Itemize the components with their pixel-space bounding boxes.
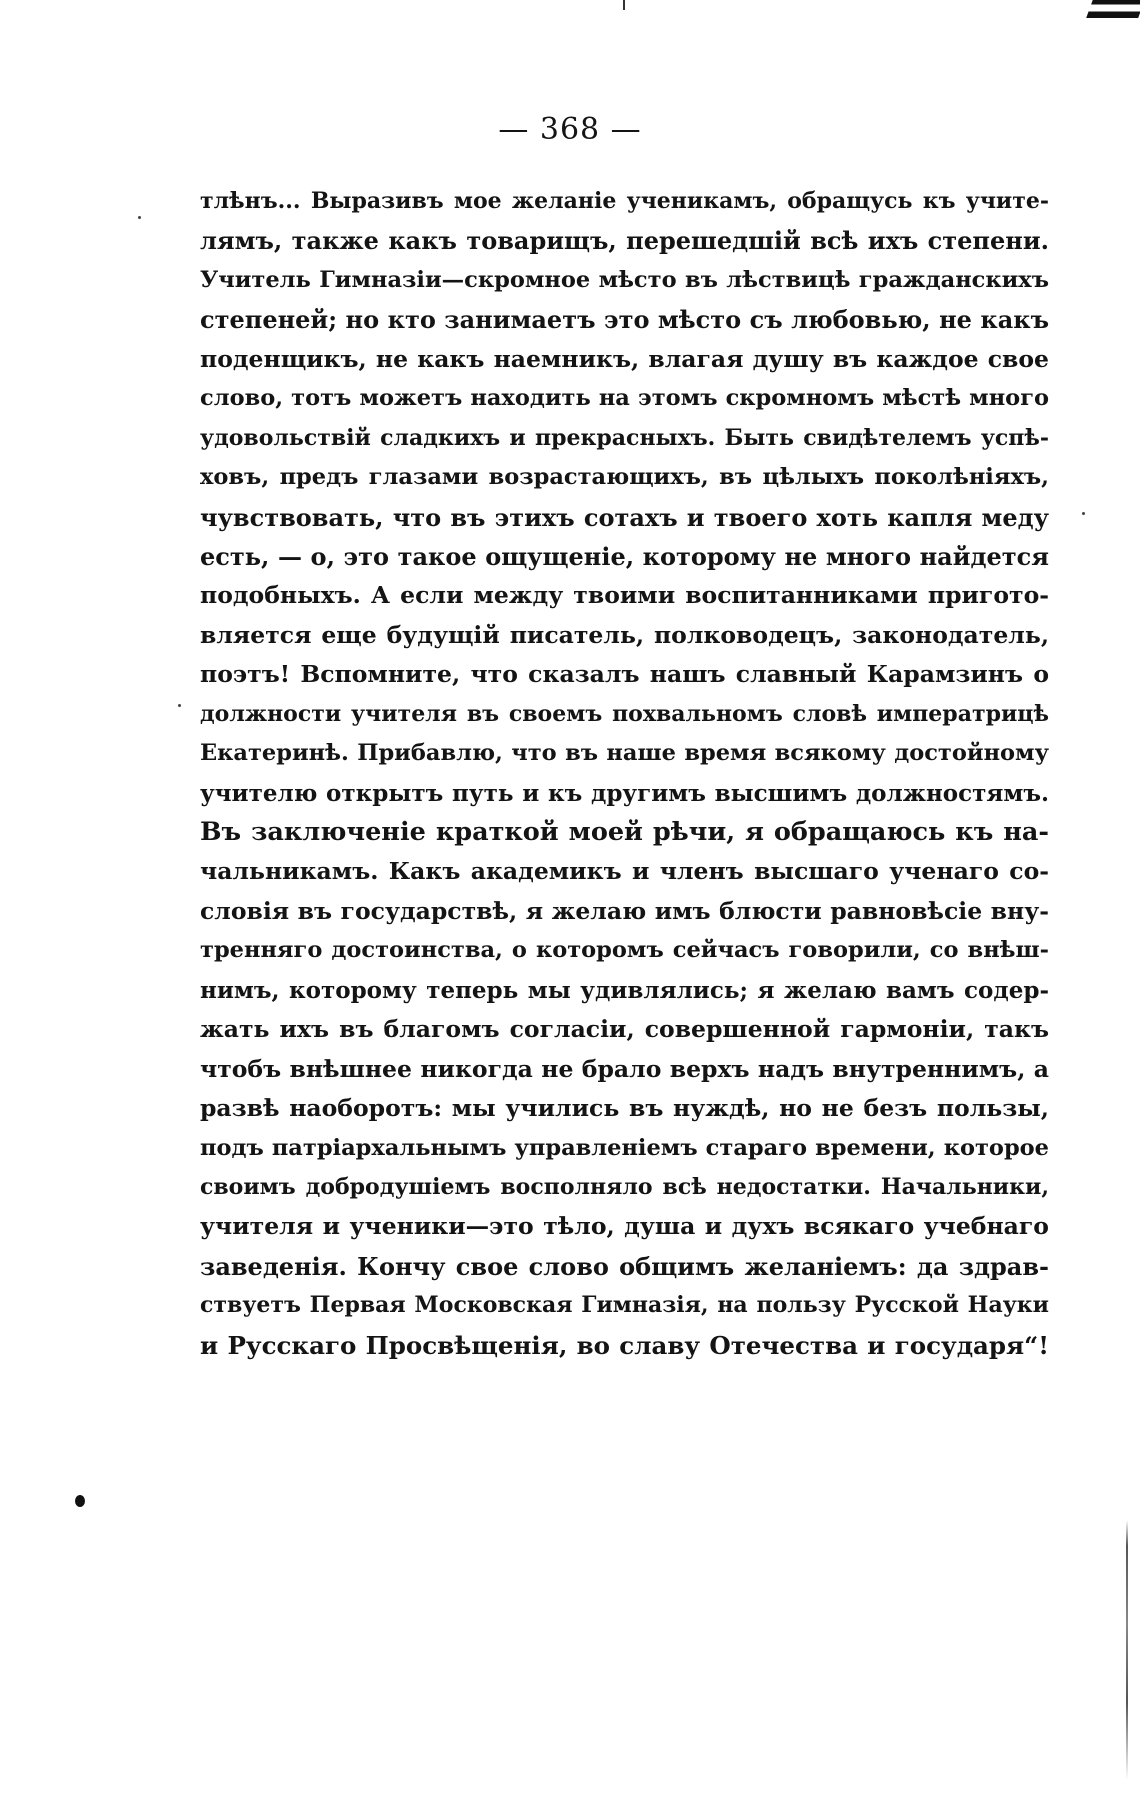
text-line: словія въ государствѣ, я желаю имъ блюсти равновѣсіе вну-: [200, 896, 1049, 925]
text-line: ствуетъ Первая Московская Гимназія, на пользу Русской Науки: [200, 1292, 1049, 1319]
text-line: чальникамъ. Какъ академикъ и членъ высшаго ученаго со-: [200, 857, 1049, 886]
text-line: нимъ, которому теперь мы удивлялись; я желаю вамъ содер-: [200, 976, 1049, 1004]
scan-edge-line: [1126, 1520, 1128, 1780]
text-line: степеней; но кто занимаетъ это мѣсто съ любовью, не какъ: [200, 305, 1049, 335]
text-line: вляется еще будущій писатель, полководецъ, законодатель,: [200, 620, 1049, 649]
text-line: подобныхъ. А если между твоими воспитанниками пригото-: [200, 581, 1049, 610]
text-line: поденщикъ, не какъ наемникъ, влагая душу въ каждое свое: [200, 344, 1049, 373]
text-line: тлѣнъ... Выразивъ мое желаніе ученикамъ, обращусь къ учите-: [200, 188, 1049, 214]
text-line: лямъ, также какъ товарищъ, перешедшій всѣ ихъ степени.: [200, 226, 1049, 256]
text-line: ховъ, предъ глазами возрастающихъ, въ цѣлыхъ поколѣніяхъ,: [200, 464, 1049, 491]
page-number: — 368 —: [498, 112, 642, 147]
text-line: и Русскаго Просвѣщенія, во славу Отечества и государя“!: [200, 1330, 1049, 1360]
scan-speck: [138, 216, 141, 219]
text-line: подъ патріархальнымъ управленіемъ стараго времени, которое: [200, 1134, 1049, 1161]
text-line: жать ихъ въ благомъ согласіи, совершенной гармоніи, такъ: [200, 1015, 1049, 1044]
text-line: Учитель Гимназіи—скромное мѣсто въ лѣствицѣ гражданскихъ: [200, 266, 1049, 293]
text-line: Въ заключеніе краткой моей рѣчи, я обращаюсь къ на-: [200, 817, 1049, 847]
text-line: удовольствій сладкихъ и прекрасныхъ. Быть свидѣтелемъ успѣ-: [200, 424, 1049, 451]
text-line: слово, тотъ можетъ находить на этомъ скромномъ мѣстѣ много: [200, 385, 1049, 412]
text-line: Екатеринѣ. Прибавлю, что въ наше время всякому достойному: [200, 740, 1049, 767]
text-line: есть, — о, это такое ощущеніе, которому не много найдется: [200, 541, 1049, 571]
text-line: чтобъ внѣшнее никогда не брало верхъ надъ внутреннимъ, а: [200, 1054, 1049, 1083]
text-line: развѣ наоборотъ: мы учились въ нуждѣ, но не безъ пользы,: [200, 1094, 1049, 1123]
scan-mark: [1083, 0, 1140, 26]
scan-speck: [75, 1495, 85, 1507]
text-line: учителя и ученики—это тѣло, душа и духъ всякаго учебнаго: [200, 1212, 1049, 1241]
text-line: учителю открытъ путь и къ другимъ высшимъ должностямъ.: [200, 779, 1049, 807]
text-line: должности учителя въ своемъ похвальномъ словѣ императрицѣ: [200, 700, 1049, 727]
text-line: поэтъ! Вспомните, что сказалъ нашъ славный Карамзинъ о: [200, 660, 1049, 689]
scan-speck: [178, 704, 181, 707]
scan-mark: [623, 0, 625, 10]
text-line: тренняго достоинства, о которомъ сейчасъ говорили, со внѣш-: [200, 937, 1049, 964]
scan-speck: [1082, 512, 1085, 515]
text-line: своимъ добродушіемъ восполняло всѣ недостатки. Начальники,: [200, 1173, 1049, 1200]
body-text: [200, 182, 1049, 1365]
text-line: заведенія. Кончу свое слово общимъ желаніемъ: да здрав-: [200, 1251, 1049, 1281]
text-line: чувствовать, что въ этихъ сотахъ и твоего хоть капля меду: [200, 502, 1049, 532]
